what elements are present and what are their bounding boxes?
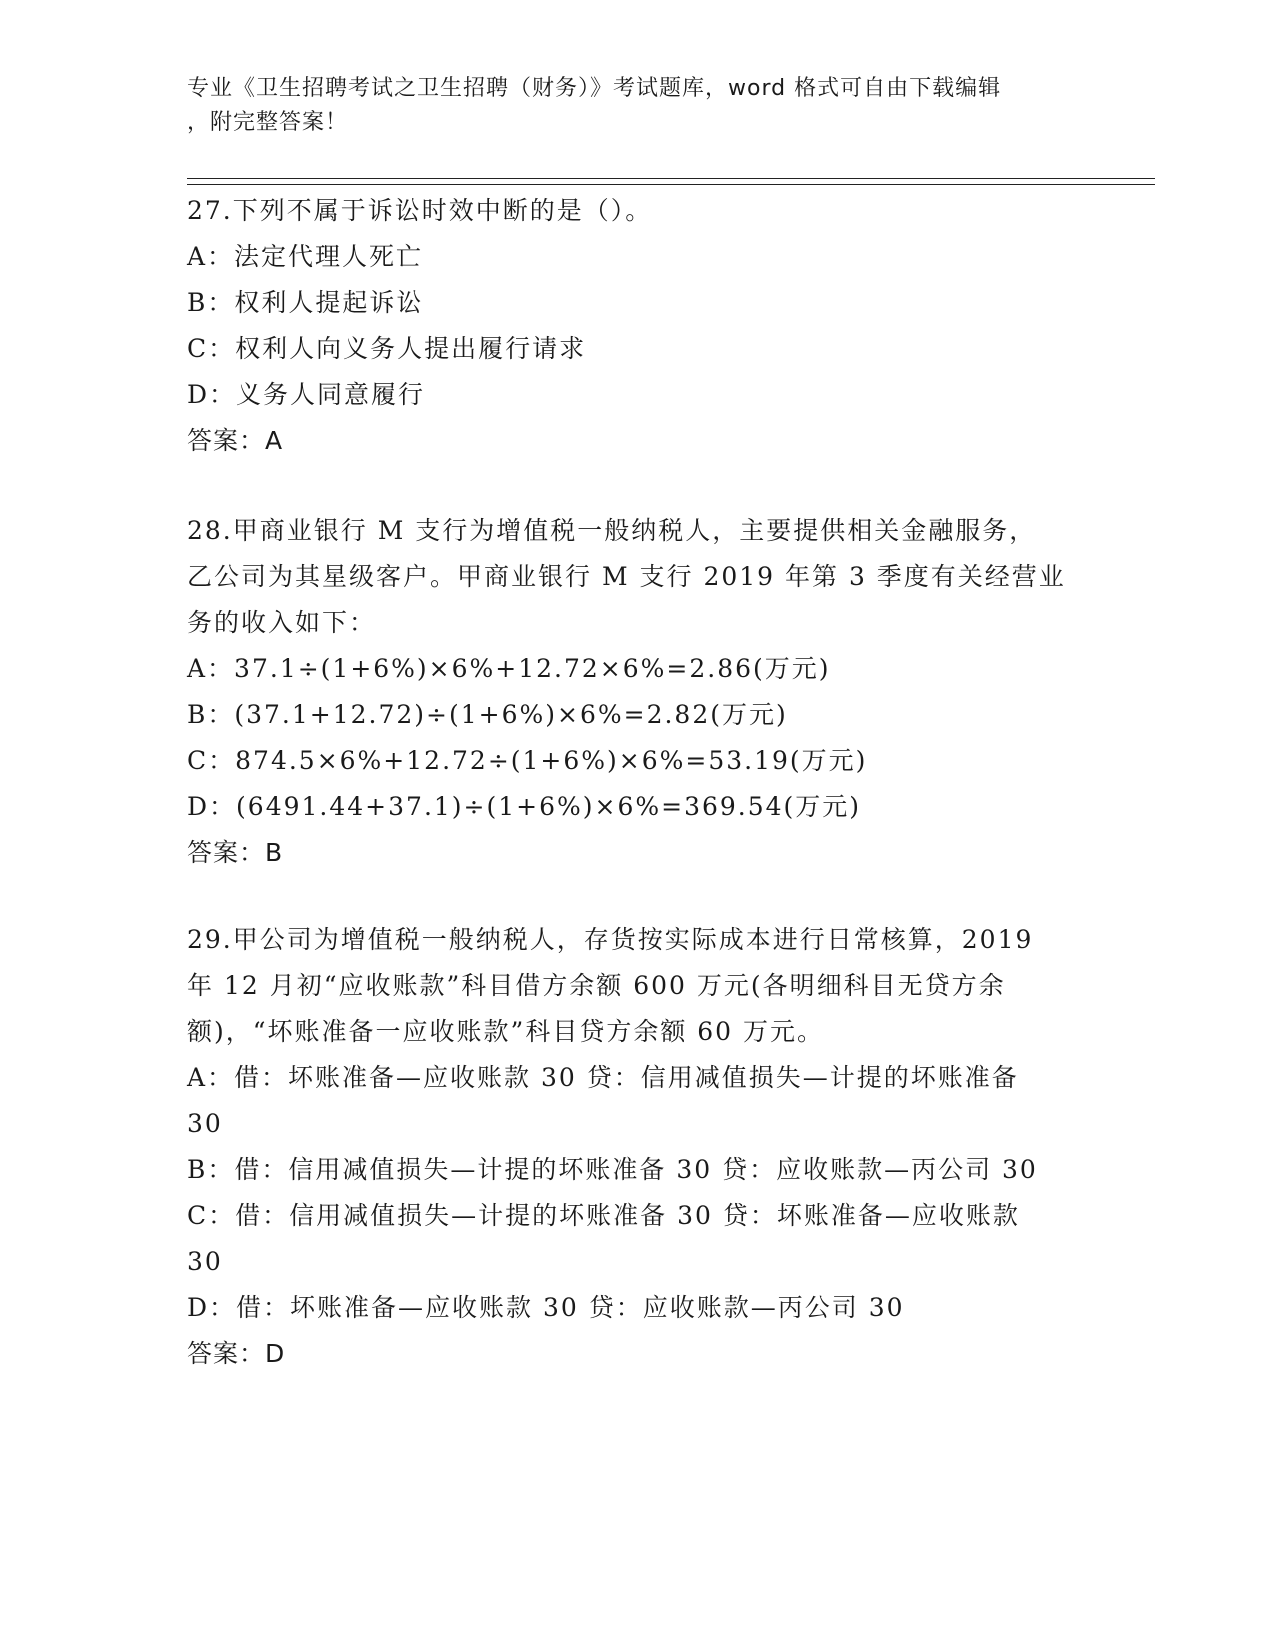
header-line-2: ，附完整答案！ bbox=[187, 110, 349, 135]
document-header bbox=[187, 72, 1067, 140]
header-divider-top bbox=[187, 178, 1155, 179]
option-b: B：(37.1+12.72)÷(1+6%)×6%=2.82(万元) bbox=[187, 700, 788, 729]
question-stem: 27.下列不属于诉讼时效中断的是（）。 bbox=[187, 196, 653, 225]
option-b: B：权利人提起诉讼 bbox=[187, 288, 424, 317]
option-c-continued: 30 bbox=[187, 1247, 223, 1276]
question-stem-line-1: 28.甲商业银行 M 支行为增值税一般纳税人，主要提供相关金融服务， bbox=[187, 516, 1037, 545]
option-a: A：借：坏账准备—应收账款 30 贷：信用减值损失—计提的坏账准备 bbox=[187, 1063, 1019, 1092]
header-divider-bottom bbox=[187, 184, 1155, 185]
question-27 bbox=[187, 188, 1087, 464]
question-29 bbox=[187, 917, 1087, 1377]
header-line-1: 专业《卫生招聘考试之卫生招聘（财务）》考试题库，word 格式可自由下载编辑 bbox=[187, 76, 1002, 101]
option-d: D：义务人同意履行 bbox=[187, 380, 426, 409]
question-stem-line-2: 乙公司为其星级客户。甲商业银行 M 支行 2019 年第 3 季度有关经营业 bbox=[187, 562, 1066, 591]
option-b: B：借：信用减值损失—计提的坏账准备 30 贷：应收账款—丙公司 30 bbox=[187, 1155, 1038, 1184]
question-28 bbox=[187, 508, 1087, 876]
option-c: C：874.5×6%+12.72÷(1+6%)×6%=53.19(万元) bbox=[187, 746, 868, 775]
option-c: C：借：信用减值损失—计提的坏账准备 30 贷：坏账准备—应收账款 bbox=[187, 1201, 1020, 1230]
question-stem-line-3: 额)，“坏账准备一应收账款”科目贷方余额 60 万元。 bbox=[187, 1017, 825, 1046]
answer-line: 答案：D bbox=[187, 1339, 286, 1368]
option-c: C：权利人向义务人提出履行请求 bbox=[187, 334, 587, 363]
question-stem-line-1: 29.甲公司为增值税一般纳税人，存货按实际成本进行日常核算，2019 bbox=[187, 925, 1034, 954]
option-a: A：法定代理人死亡 bbox=[187, 242, 424, 271]
option-d: D：借：坏账准备—应收账款 30 贷：应收账款—丙公司 30 bbox=[187, 1293, 905, 1322]
question-stem-line-3: 务的收入如下： bbox=[187, 608, 377, 637]
option-d: D：(6491.44+37.1)÷(1+6%)×6%=369.54(万元) bbox=[187, 792, 862, 821]
option-a: A：37.1÷(1+6%)×6%+12.72×6%=2.86(万元) bbox=[187, 654, 831, 683]
answer-line: 答案：B bbox=[187, 838, 284, 867]
question-stem-line-2: 年 12 月初“应收账款”科目借方余额 600 万元(各明细科目无贷方余 bbox=[187, 971, 1006, 1000]
option-a-continued: 30 bbox=[187, 1109, 223, 1138]
answer-line: 答案：A bbox=[187, 426, 284, 455]
